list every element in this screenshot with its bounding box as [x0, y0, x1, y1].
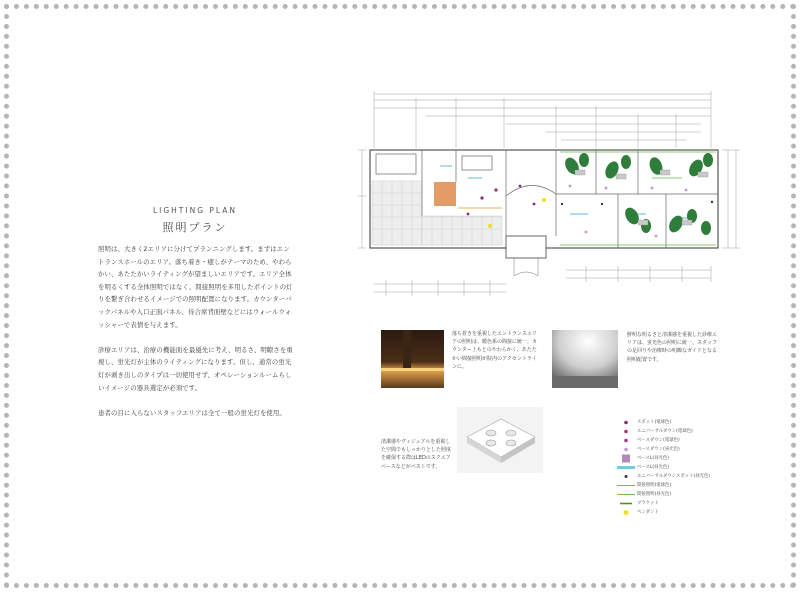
bar-icon [617, 463, 635, 472]
line-icon [617, 490, 635, 499]
legend-item [617, 418, 747, 427]
photo-led-fixture [457, 407, 543, 473]
caption-treatment: 鮮明な明るさと清潔感を重視した診療エリアは、蛍光色の照明に統一。スタッフの足回りや治療時の明瞭なガイドとなる照明配置です。 [627, 332, 718, 363]
body-text [98, 243, 294, 432]
legend-label: スポット(電球色) [637, 420, 672, 425]
line-icon [617, 481, 635, 490]
legend-item [617, 481, 747, 490]
legend-item [617, 472, 747, 481]
dot-icon [617, 418, 635, 427]
legend-item [617, 499, 747, 508]
lighting-legend [617, 418, 747, 517]
section-heading [140, 206, 250, 235]
legend-label: 間接照明(電球色) [637, 483, 672, 488]
line-icon [617, 499, 635, 508]
caption-led: 清潔感やヴィジュアルを重視した空間でもしっかりとした照度を確保する際はLEDのスクエアベースなどがベストです。 [381, 439, 452, 470]
legend-label: 間接照明(昼光色) [637, 492, 672, 497]
legend-item [617, 445, 747, 454]
legend-item [617, 454, 747, 463]
legend-label: ベースL(昼光色) [637, 465, 669, 470]
square-icon [617, 454, 635, 463]
legend-item [617, 490, 747, 499]
paragraph-entrance: 照明は、大きく2エリアに分けてプランニングします。まずはエントランスホールのエリア。落ち着き・癒しがテーマのため、やわらかい、あたたかいライティングが望ましいエリアです。エリア全体を明るくする全体照明ではなく、間接照明を多用したポイントの灯りを繋ぎ合わせるイメージでの照明配置になります。カウンターバックパネルや入口正面パネル、待合席背面壁などにはウォールウォッシャーで表情を与えます。 [98, 245, 293, 329]
heading-english: LIGHTING PLAN [152, 206, 238, 215]
dot-icon [617, 472, 635, 481]
caption-entrance: 落ち着きを重視したエントランスエリアの照明は、暖色系の間接に統一。カウンター上もとのやわらかく、あたたかい間接照明が院内のアクセントラインに。 [452, 331, 538, 370]
legend-label: ベースL(昼光色) [637, 456, 669, 461]
legend-item [617, 427, 747, 436]
legend-item [617, 463, 747, 472]
photo-treatment-lighting [552, 330, 618, 388]
legend-label: ペンダント [637, 510, 659, 515]
legend-label: ユニバーサルダウン(電球色) [637, 429, 693, 434]
dot-icon [617, 427, 635, 436]
dot-icon [617, 445, 635, 454]
dot-icon [617, 508, 635, 517]
legend-label: ユニバーサルダウンスポット(昼光色) [637, 474, 711, 479]
paragraph-treatment: 診療エリアは、治療の機能面を最優先に考え、明るさ、明瞭さを重視し、蛍光灯が主体のライティングになります。但し、通常の蛍光灯が剥き出しのタイプは一切使用せず、オペレーションルームらしいイメージの器具選定が必須です。 [98, 345, 293, 392]
photo-entrance-lighting [381, 330, 444, 388]
legend-item [617, 508, 747, 517]
paragraph-staff: 患者の目に入らないスタッフエリアは全て一般の蛍光灯を使用。 [98, 408, 286, 417]
legend-label: ベースダウン(昼光色) [637, 447, 680, 452]
legend-label: ベースダウン(電球色) [637, 438, 680, 443]
legend-label: ブラケット [637, 501, 659, 506]
heading-japanese: 照明プラン [162, 221, 228, 234]
floor-plan [356, 86, 748, 314]
dot-icon [617, 436, 635, 445]
legend-item [617, 436, 747, 445]
